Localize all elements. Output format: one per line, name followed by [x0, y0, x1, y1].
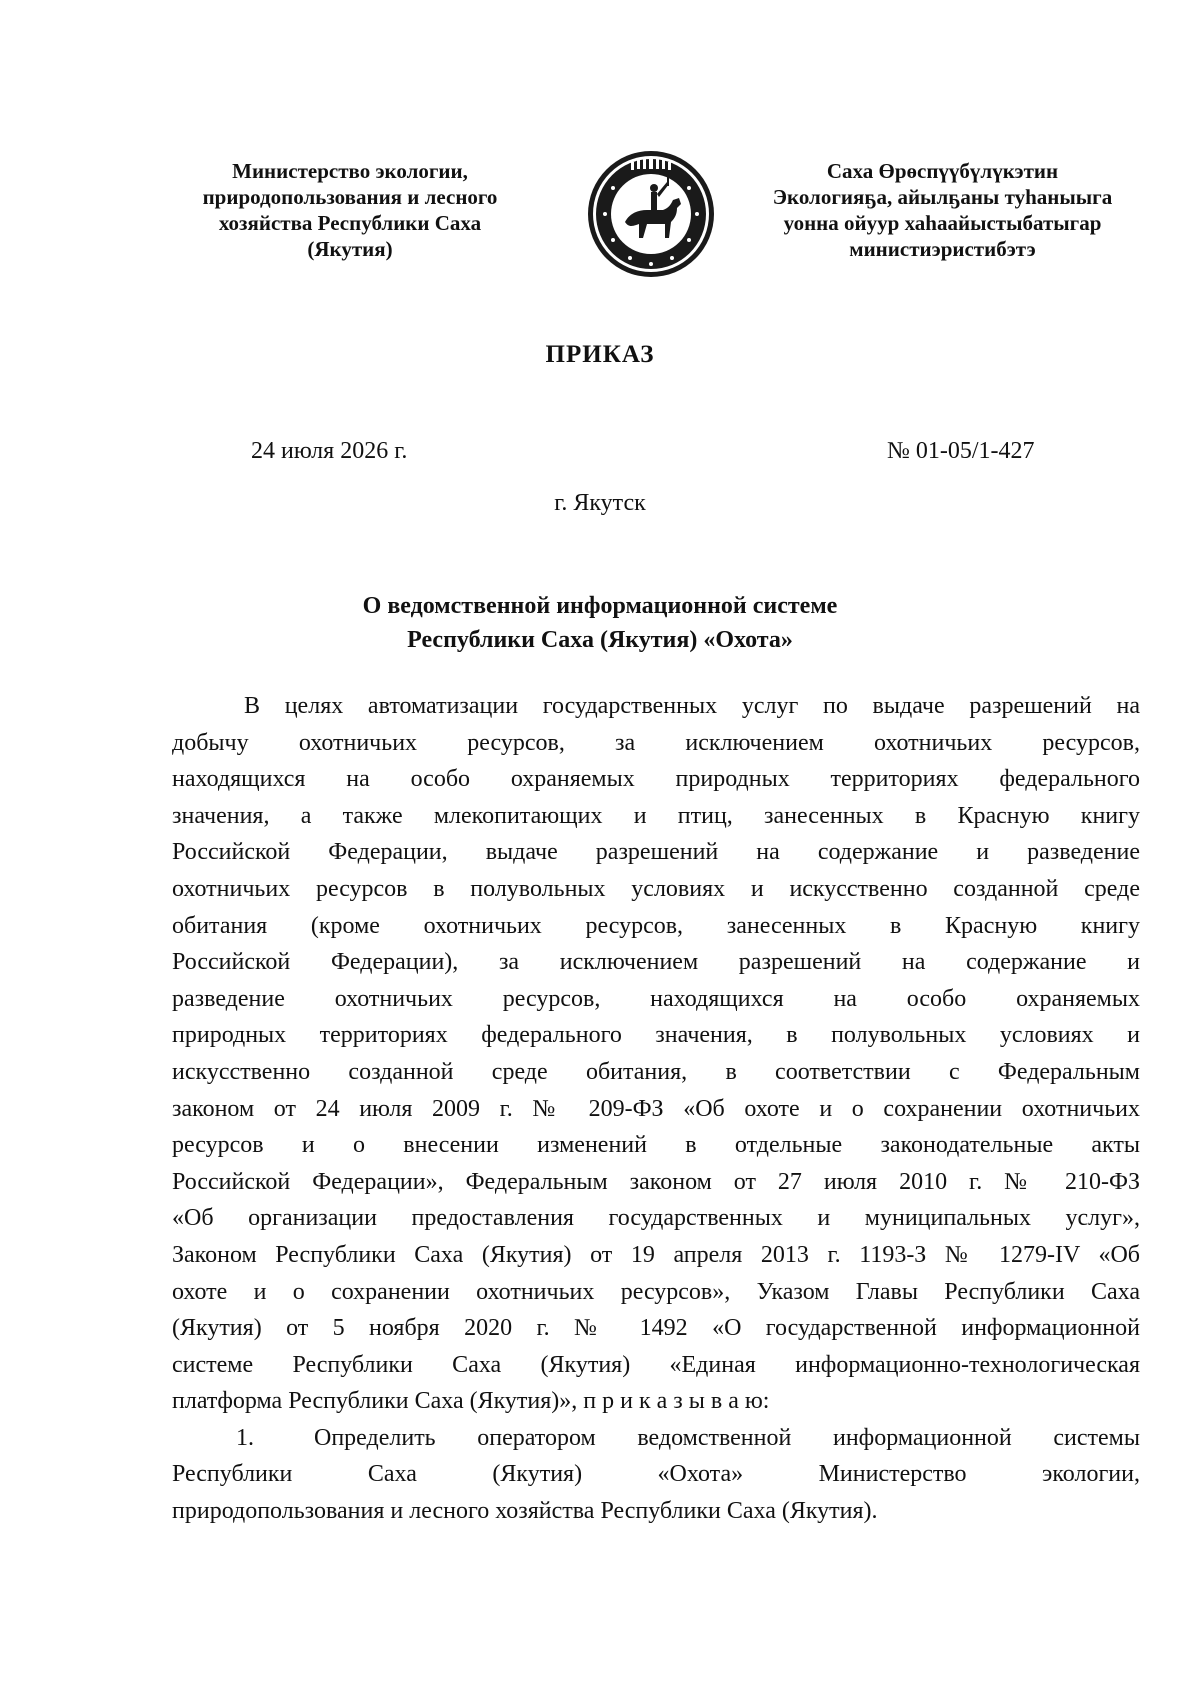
body-line: разведение охотничьих ресурсов, находящихся на особо охраняемых — [172, 985, 1140, 1012]
ministry-name-ru-line: хозяйства Республики Саха — [218, 211, 482, 235]
order-item-1 — [172, 1420, 1140, 1457]
document-body — [172, 688, 1140, 1530]
body-line: системе Республики Саха (Якутия) «Единая информационно-технологическая — [172, 1351, 1140, 1378]
body-line: (Якутия) от 5 ноября 2020 г. № 1492 «О государственной информационной — [172, 1315, 1140, 1342]
order-item-text: Определить оператором ведомственной информационной системы — [314, 1424, 1140, 1451]
order-city: г. Якутск — [554, 490, 646, 516]
body-line: добычу охотничьих ресурсов, за исключением охотничьих ресурсов, — [172, 729, 1140, 756]
ministry-name-yakut — [750, 158, 1135, 262]
body-line: охотничьих ресурсов в полувольных условиях и искусственно созданной среде — [172, 875, 1140, 902]
body-line: законом от 24 июля 2009 г. № 209-ФЗ «Об охоте и о сохранении охотничьих — [172, 1095, 1140, 1122]
ministry-name-ru-line: (Якутия) — [307, 237, 393, 261]
order-item-number: 1. — [236, 1424, 254, 1451]
body-line: Российской Федерации», Федеральным законом от 27 июля 2010 г. № 210-ФЗ — [172, 1168, 1140, 1195]
body-line: платформа Республики Саха (Якутия)», п р и к а з ы в а ю: — [172, 1388, 770, 1415]
order-date: 24 июля 2026 г. — [251, 438, 408, 464]
body-line: Российской Федерации), за исключением разрешений на содержание и — [172, 949, 1140, 976]
body-line: находящихся на особо охраняемых природных территориях федерального — [172, 766, 1140, 793]
body-line: Российской Федерации, выдаче разрешений на содержание и разведение — [172, 839, 1140, 866]
body-line: обитания (кроме охотничьих ресурсов, занесенных в Красную книгу — [172, 912, 1140, 939]
ministry-name-sah-line: министиэристибэтэ — [849, 237, 1036, 261]
document-subject-title — [0, 589, 1200, 657]
body-line: В целях автоматизации государственных услуг по выдаче разрешений на — [244, 693, 1140, 719]
ministry-name-ru-line: Министерство экологии, — [232, 159, 468, 183]
order-title: ПРИКАЗ — [545, 341, 655, 368]
body-line: значения, а также млекопитающих и птиц, занесенных в Красную книгу — [172, 802, 1140, 829]
ministry-name-sah-line: уонна ойуур хаһаайыстыбатыгар — [783, 211, 1102, 235]
body-line: Республики Саха (Якутия) «Охота» Министерство экологии, — [172, 1461, 1140, 1488]
body-line: искусственно созданной среде обитания, в соответствии с Федеральным — [172, 1058, 1140, 1085]
body-line: природных территориях федерального значения, в полувольных условиях и — [172, 1022, 1140, 1049]
body-line: природопользования и лесного хозяйства Республики Саха (Якутия). — [172, 1498, 878, 1525]
sakha-republic-coat-of-arms-icon — [585, 148, 717, 280]
body-line: Законом Республики Саха (Якутия) от 19 апреля 2013 г. 1193-З № 1279-IV «Об — [172, 1241, 1140, 1268]
ministry-name-russian — [170, 158, 530, 262]
subject-title-line: Республики Саха (Якутия) «Охота» — [407, 627, 793, 653]
order-number: № 01-05/1-427 — [887, 438, 1035, 464]
ministry-name-ru-line: природопользования и лесного — [202, 185, 498, 209]
body-line: «Об организации предоставления государственных и муниципальных услуг», — [172, 1205, 1140, 1232]
body-line: ресурсов и о внесении изменений в отдельные законодательные акты — [172, 1132, 1140, 1159]
subject-title-line: О ведомственной информационной системе — [362, 593, 838, 619]
body-line: охоте и о сохранении охотничьих ресурсов», Указом Главы Республики Саха — [172, 1278, 1140, 1305]
ministry-name-sah-line: Саха Өрөспүүбүлүкэтин — [826, 159, 1059, 183]
ministry-name-sah-line: Экологияҕа, айылҕаны туһаныыга — [772, 185, 1113, 209]
